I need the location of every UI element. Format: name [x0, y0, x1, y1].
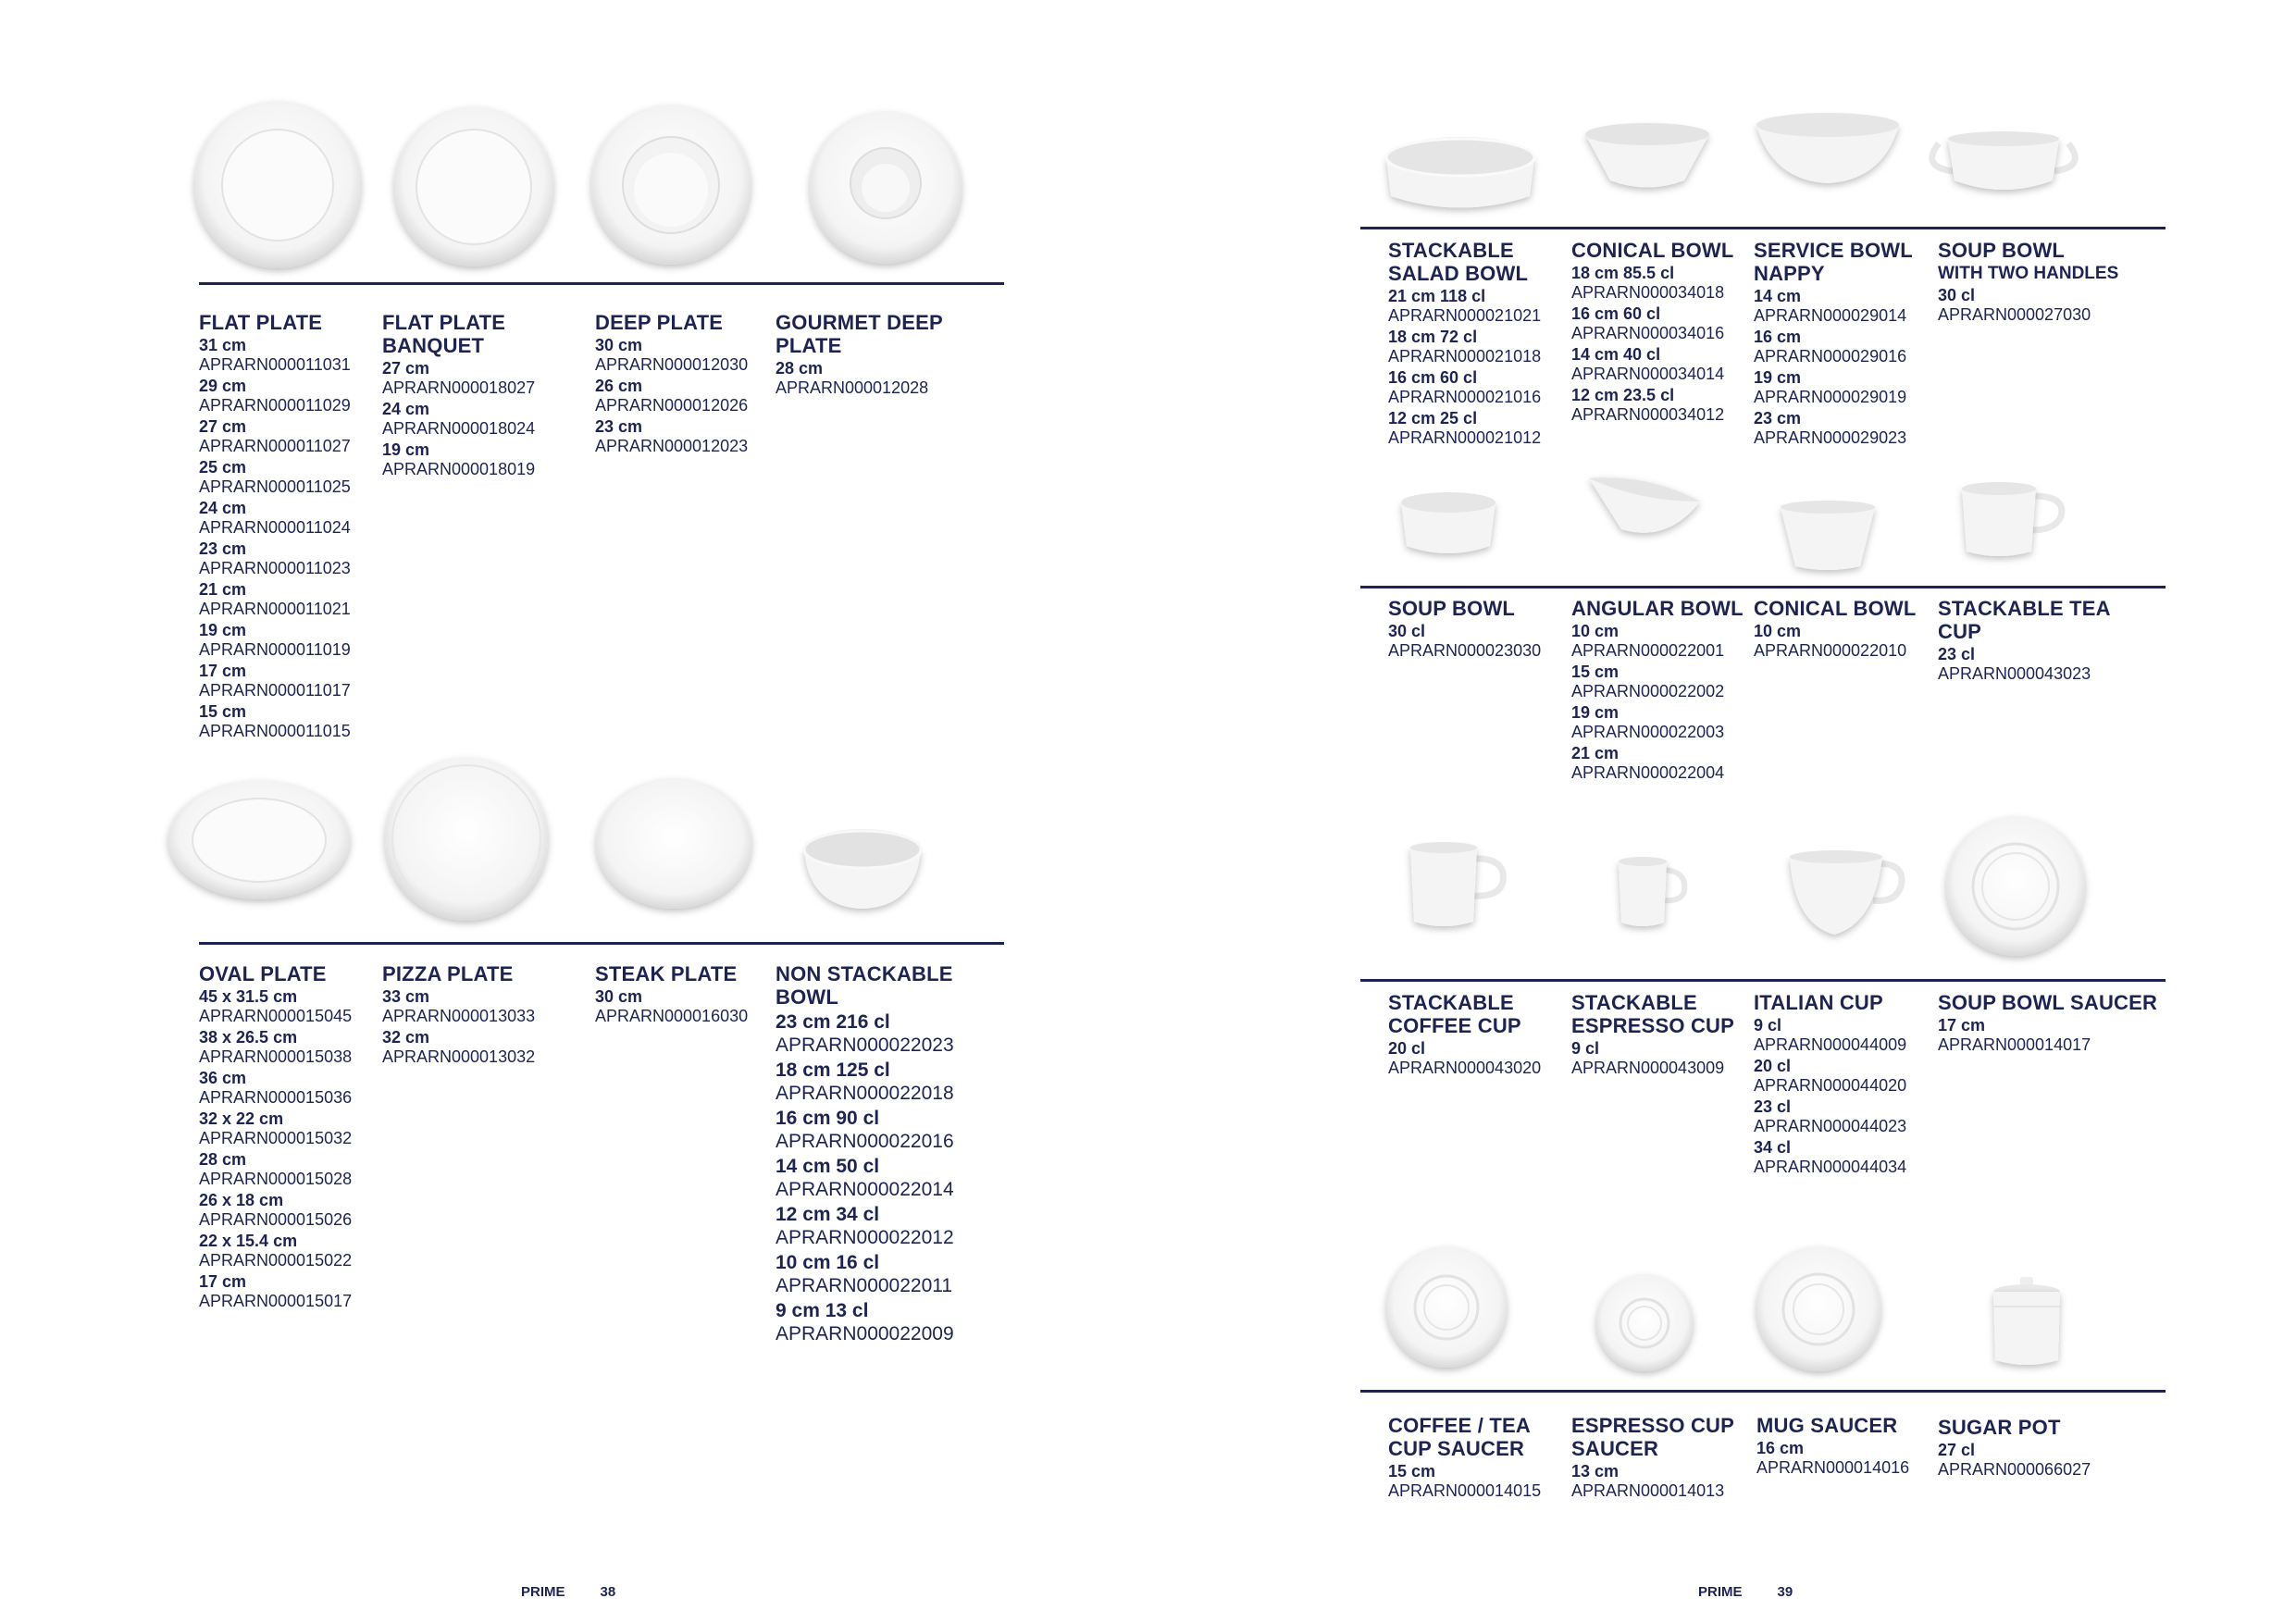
steak-plate-image: [594, 777, 761, 916]
variant-code: APRARN000022003: [1571, 723, 1725, 741]
variant-code: APRARN000016030: [595, 1007, 749, 1025]
product-variant: [776, 359, 961, 398]
variant-code: APRARN000066027: [1938, 1460, 2091, 1479]
product-variant: [199, 987, 379, 1026]
variant-code: APRARN000029016: [1754, 347, 1907, 365]
variant-size: 27 cm: [382, 359, 430, 378]
product-stackable-espresso-cup: [1571, 991, 1747, 1080]
variant-size: 14 cm 40 cl: [1571, 345, 1661, 364]
variant-size: 30 cm: [595, 336, 643, 354]
variant-code: APRARN000022002: [1571, 682, 1725, 700]
product-title: ITALIAN CUP: [1754, 991, 1883, 1014]
variant-size: 12 cm 25 cl: [1388, 409, 1478, 427]
product-soup-bowl-saucer: [1938, 991, 2160, 1057]
product-conical-bowl-small: [1754, 597, 1930, 663]
product-variant: [1388, 409, 1564, 448]
product-stackable-salad-bowl: [1388, 239, 1564, 450]
product-title: PIZZA PLATE: [382, 962, 514, 985]
variant-size: 26 x 18 cm: [199, 1191, 284, 1209]
product-oval-plate: [199, 962, 379, 1313]
variant-code: APRARN000011024: [199, 518, 351, 537]
product-variant: [1388, 622, 1564, 661]
product-title: STEAK PLATE: [595, 962, 738, 985]
product-variant: [1938, 1441, 2114, 1480]
variant-size: 14 cm: [1754, 287, 1802, 305]
variant-size: 18 cm 85.5 cl: [1571, 264, 1675, 282]
variant-size: 31 cm: [199, 336, 247, 354]
product-variant: [776, 1251, 988, 1297]
product-variant: [1571, 264, 1747, 303]
non-stackable-bowl-image: [798, 824, 927, 916]
product-flat-plate-banquet: [382, 311, 595, 481]
variant-code: APRARN000015045: [199, 1007, 353, 1025]
product-variant: [1754, 1097, 1930, 1136]
product-title: FLAT PLATE: [199, 311, 323, 334]
product-title: SOUP BOWL: [1938, 239, 2066, 262]
variant-code: APRARN000021021: [1388, 306, 1542, 325]
variant-code: APRARN000034016: [1571, 324, 1725, 342]
variant-code: APRARN000043023: [1938, 664, 2091, 683]
variant-code: APRARN000029023: [1754, 428, 1907, 447]
variant-size: 30 cl: [1938, 286, 1976, 304]
product-variant: [1571, 663, 1747, 701]
product-italian-cup: [1754, 991, 1930, 1179]
variant-code: APRARN000034018: [1571, 283, 1725, 302]
product-variant: [1571, 622, 1747, 661]
product-deep-plate: [595, 311, 766, 458]
variant-size: 19 cm: [382, 440, 430, 459]
variant-size: 17 cm: [1938, 1016, 1986, 1035]
soup-bowl-two-handles-image: [1934, 130, 2082, 204]
section-rule: [1360, 1390, 2166, 1393]
flat-plate-banquet-image: [391, 104, 566, 279]
product-title: SOUP BOWL SAUCER: [1938, 991, 2158, 1014]
product-variant: [776, 1299, 988, 1345]
variant-code: APRARN000022001: [1571, 641, 1725, 660]
product-variant: [1571, 345, 1747, 384]
product-variant: [1754, 368, 1930, 407]
section-rule: [1360, 227, 2166, 229]
oval-plate-image: [167, 777, 356, 907]
variant-code: APRARN000015038: [199, 1047, 353, 1066]
variant-code: APRARN000012023: [595, 437, 749, 455]
product-title: FLAT PLATE BANQUET: [382, 311, 506, 357]
variant-code: APRARN000013033: [382, 1007, 536, 1025]
page-number: 38: [600, 1584, 616, 1600]
product-variant: [199, 336, 379, 375]
product-variant: [595, 336, 766, 375]
variant-size: 10 cm 16 cl: [776, 1252, 880, 1273]
variant-size: 17 cm: [199, 662, 247, 680]
variant-size: 15 cm: [1388, 1462, 1436, 1481]
product-variant: [1571, 703, 1747, 742]
footer-brand: PRIME: [521, 1584, 565, 1600]
product-variant: [199, 1028, 379, 1067]
product-variant: [1571, 386, 1747, 425]
footer-left: [521, 1584, 615, 1600]
product-variant: [595, 377, 766, 415]
variant-size: 23 cm 216 cl: [776, 1011, 890, 1033]
product-subtitle: WITH TWO HANDLES: [1938, 264, 2119, 283]
variant-size: 24 cm: [382, 400, 430, 418]
variant-code: APRARN000022009: [776, 1323, 954, 1344]
product-variant: [199, 377, 379, 415]
variant-code: APRARN000018024: [382, 419, 536, 438]
variant-code: APRARN000011025: [199, 477, 351, 496]
variant-size: 10 cm: [1754, 622, 1802, 640]
variant-size: 16 cm 60 cl: [1571, 304, 1661, 323]
variant-size: 21 cm: [1571, 744, 1620, 762]
variant-code: APRARN000011015: [199, 722, 351, 740]
section-rule: [1360, 979, 2166, 982]
variant-code: APRARN000015036: [199, 1088, 353, 1107]
deep-plate-image: [588, 102, 763, 278]
product-variant: [382, 359, 595, 398]
product-variant: [382, 987, 567, 1026]
pizza-plate-image: [381, 754, 557, 930]
product-variant: [382, 400, 595, 439]
variant-code: APRARN000015017: [199, 1292, 353, 1310]
variant-size: 23 cm: [595, 417, 643, 436]
variant-size: 9 cm 13 cl: [776, 1300, 869, 1321]
variant-size: 17 cm: [199, 1272, 247, 1291]
product-variant: [199, 1272, 379, 1311]
mug-saucer-image: [1754, 1245, 1888, 1379]
variant-size: 23 cl: [1754, 1097, 1792, 1116]
variant-size: 27 cl: [1938, 1441, 1976, 1459]
variant-code: APRARN000043020: [1388, 1059, 1542, 1077]
variant-code: APRARN000015028: [199, 1170, 353, 1188]
variant-code: APRARN000014013: [1571, 1481, 1725, 1500]
variant-code: APRARN000044020: [1754, 1076, 1907, 1095]
footer-brand: PRIME: [1698, 1584, 1743, 1600]
product-variant: [1754, 622, 1930, 661]
product-soup-bowl-two-handles: [1938, 239, 2160, 327]
variant-code: APRARN000012026: [595, 396, 749, 415]
variant-code: APRARN000034014: [1571, 365, 1725, 383]
product-variant: [1754, 1016, 1930, 1055]
section-rule: [199, 282, 1004, 285]
variant-size: 29 cm: [199, 377, 247, 395]
product-variant: [199, 1109, 379, 1148]
product-variant: [1754, 1138, 1930, 1177]
variant-code: APRARN000021018: [1388, 347, 1542, 365]
variant-size: 13 cm: [1571, 1462, 1620, 1481]
product-title: SUGAR POT: [1938, 1416, 2061, 1439]
variant-size: 33 cm: [382, 987, 430, 1006]
product-variant: [776, 1203, 988, 1249]
product-variant: [776, 1059, 988, 1105]
variant-size: 12 cm 23.5 cl: [1571, 386, 1675, 404]
product-variant: [1388, 328, 1564, 366]
italian-cup-image: [1786, 849, 1906, 942]
variant-code: APRARN000011029: [199, 396, 351, 415]
product-variant: [199, 1191, 379, 1230]
variant-size: 26 cm: [595, 377, 643, 395]
variant-code: APRARN000022018: [776, 1083, 954, 1104]
product-variant: [199, 662, 379, 700]
variant-code: APRARN000011027: [199, 437, 351, 455]
variant-code: APRARN000012028: [776, 378, 929, 397]
variant-code: APRARN000022011: [776, 1275, 953, 1296]
product-variant: [199, 417, 379, 456]
variant-size: 16 cm 60 cl: [1388, 368, 1478, 387]
variant-code: APRARN000021016: [1388, 388, 1542, 406]
variant-code: APRARN000012030: [595, 355, 749, 374]
variant-size: 19 cm: [1754, 368, 1802, 387]
variant-code: APRARN000022012: [776, 1227, 954, 1248]
variant-size: 28 cm: [776, 359, 824, 378]
product-title: SOUP BOWL: [1388, 597, 1516, 620]
product-service-bowl-nappy: [1754, 239, 1930, 450]
product-variant: [1938, 1016, 2160, 1055]
variant-size: 9 cl: [1754, 1016, 1782, 1035]
variant-code: APRARN000034012: [1571, 405, 1725, 424]
soup-bowl-saucer-image: [1943, 814, 2091, 962]
product-title: OVAL PLATE: [199, 962, 327, 985]
variant-size: 21 cm 118 cl: [1388, 287, 1486, 305]
variant-code: APRARN000018027: [382, 378, 536, 397]
variant-code: APRARN000023030: [1388, 641, 1542, 660]
product-variant: [199, 702, 379, 741]
variant-size: 19 cm: [1571, 703, 1620, 722]
page-number: 39: [1777, 1584, 1793, 1600]
product-variant: [199, 1232, 379, 1270]
product-soup-bowl: [1388, 597, 1564, 663]
variant-code: APRARN000029019: [1754, 388, 1907, 406]
variant-size: 30 cl: [1388, 622, 1426, 640]
product-variant: [1938, 286, 2160, 325]
variant-size: 19 cm: [199, 621, 247, 639]
variant-size: 32 cm: [382, 1028, 430, 1047]
product-pizza-plate: [382, 962, 567, 1069]
variant-code: APRARN000044009: [1754, 1035, 1907, 1054]
variant-size: 20 cl: [1754, 1057, 1792, 1075]
variant-code: APRARN000022010: [1754, 641, 1907, 660]
product-variant: [1571, 304, 1747, 343]
variant-size: 20 cl: [1388, 1039, 1426, 1058]
product-variant: [382, 1028, 567, 1067]
variant-code: APRARN000011023: [199, 559, 351, 577]
variant-code: APRARN000018019: [382, 460, 536, 478]
espresso-cup-saucer-image: [1594, 1272, 1700, 1379]
variant-code: APRARN000015026: [199, 1210, 353, 1229]
product-variant: [1754, 409, 1930, 448]
stackable-coffee-cup-image: [1407, 840, 1518, 933]
product-angular-bowl: [1571, 597, 1747, 785]
product-variant: [776, 1107, 988, 1153]
variant-code: APRARN000011019: [199, 640, 351, 659]
variant-code: APRARN000011021: [199, 600, 351, 618]
product-title: STACKABLE COFFEE CUP: [1388, 991, 1521, 1037]
product-sugar-pot: [1938, 1416, 2114, 1481]
product-variant: [1754, 287, 1930, 326]
stackable-salad-bowl-image: [1384, 131, 1541, 219]
product-variant: [199, 499, 379, 538]
product-variant: [1756, 1439, 1932, 1478]
variant-code: APRARN000029014: [1754, 306, 1907, 325]
product-title: SERVICE BOWL NAPPY: [1754, 239, 1913, 285]
product-stackable-coffee-cup: [1388, 991, 1564, 1080]
variant-size: 16 cm 90 cl: [776, 1108, 880, 1129]
product-variant: [1571, 744, 1747, 783]
angular-bowl-image: [1584, 474, 1705, 548]
product-title: STACKABLE SALAD BOWL: [1388, 239, 1529, 285]
product-variant: [199, 1150, 379, 1189]
variant-code: APRARN000015022: [199, 1251, 353, 1270]
product-non-stackable-bowl: [776, 962, 988, 1347]
variant-size: 23 cm: [1754, 409, 1802, 427]
variant-code: APRARN000027030: [1938, 305, 2091, 324]
variant-code: APRARN000043009: [1571, 1059, 1725, 1077]
variant-code: APRARN000044023: [1754, 1117, 1907, 1135]
variant-code: APRARN000022014: [776, 1179, 954, 1200]
product-coffee-tea-cup-saucer: [1388, 1414, 1569, 1503]
variant-code: APRARN000014015: [1388, 1481, 1542, 1500]
conical-bowl-small-image: [1777, 500, 1879, 574]
variant-size: 12 cm 34 cl: [776, 1204, 880, 1225]
variant-size: 9 cl: [1571, 1039, 1600, 1058]
product-variant: [1754, 1057, 1930, 1096]
product-variant: [1388, 1039, 1564, 1078]
product-title: MUG SAUCER: [1756, 1414, 1898, 1437]
product-variant: [1754, 328, 1930, 366]
stackable-tea-cup-image: [1957, 479, 2068, 563]
product-title: NON STACKABLE BOWL: [776, 962, 953, 1009]
variant-size: 28 cm: [199, 1150, 247, 1169]
variant-code: APRARN000022023: [776, 1035, 954, 1056]
product-espresso-cup-saucer: [1571, 1414, 1747, 1503]
flat-plate-image: [190, 97, 375, 282]
product-variant: [1571, 1039, 1747, 1078]
variant-size: 18 cm 72 cl: [1388, 328, 1478, 346]
sugar-pot-image: [1980, 1275, 2073, 1372]
variant-size: 25 cm: [199, 458, 247, 477]
variant-size: 15 cm: [199, 702, 247, 721]
footer-right: [1698, 1584, 1793, 1600]
variant-code: APRARN000021012: [1388, 428, 1542, 447]
variant-code: APRARN000022004: [1571, 763, 1725, 782]
variant-size: 30 cm: [595, 987, 643, 1006]
variant-size: 14 cm 50 cl: [776, 1156, 880, 1177]
variant-code: APRARN000014016: [1756, 1458, 1910, 1477]
product-title: CONICAL BOWL: [1754, 597, 1917, 620]
variant-code: APRARN000014017: [1938, 1035, 2091, 1054]
variant-size: 15 cm: [1571, 663, 1620, 681]
product-variant: [199, 621, 379, 660]
variant-size: 22 x 15.4 cm: [199, 1232, 298, 1250]
product-variant: [1938, 645, 2123, 684]
variant-code: APRARN000013032: [382, 1047, 536, 1066]
variant-size: 34 cl: [1754, 1138, 1792, 1157]
product-mug-saucer: [1756, 1414, 1932, 1480]
variant-size: 16 cm: [1754, 328, 1802, 346]
product-variant: [199, 1069, 379, 1108]
product-title: GOURMET DEEP PLATE: [776, 311, 943, 357]
product-gourmet-deep-plate: [776, 311, 961, 400]
coffee-tea-cup-saucer-image: [1384, 1245, 1513, 1374]
product-title: DEEP PLATE: [595, 311, 724, 334]
variant-code: APRARN000011031: [199, 355, 351, 374]
product-variant: [595, 987, 766, 1026]
product-variant: [1388, 287, 1564, 326]
variant-size: 36 cm: [199, 1069, 247, 1087]
product-variant: [199, 539, 379, 578]
variant-size: 38 x 26.5 cm: [199, 1028, 298, 1047]
soup-bowl-image: [1397, 489, 1499, 563]
product-title: STACKABLE TEA CUP: [1938, 597, 2110, 643]
variant-size: 16 cm: [1756, 1439, 1805, 1457]
variant-code: APRARN000044034: [1754, 1158, 1907, 1176]
variant-size: 21 cm: [199, 580, 247, 599]
product-title: COFFEE / TEA CUP SAUCER: [1388, 1414, 1531, 1460]
product-title: ANGULAR BOWL: [1571, 597, 1744, 620]
product-conical-bowl: [1571, 239, 1747, 427]
product-title: STACKABLE ESPRESSO CUP: [1571, 991, 1735, 1037]
variant-size: 23 cl: [1938, 645, 1976, 663]
product-title: CONICAL BOWL: [1571, 239, 1734, 262]
product-flat-plate: [199, 311, 379, 743]
variant-size: 32 x 22 cm: [199, 1109, 284, 1128]
variant-code: APRARN000011017: [199, 681, 351, 700]
product-stackable-tea-cup: [1938, 597, 2123, 686]
gourmet-deep-plate-image: [807, 109, 974, 276]
conical-bowl-image: [1582, 120, 1712, 194]
product-variant: [382, 440, 595, 479]
variant-size: 18 cm 125 cl: [776, 1059, 890, 1081]
variant-size: 23 cm: [199, 539, 247, 558]
product-title: ESPRESSO CUP SAUCER: [1571, 1414, 1734, 1460]
stackable-espresso-cup-image: [1615, 856, 1698, 935]
variant-code: APRARN000015032: [199, 1129, 353, 1147]
product-variant: [776, 1155, 988, 1201]
product-variant: [595, 417, 766, 456]
product-variant: [1571, 1462, 1747, 1501]
variant-size: 45 x 31.5 cm: [199, 987, 298, 1006]
service-bowl-nappy-image: [1754, 111, 1902, 190]
product-variant: [199, 580, 379, 619]
variant-size: 10 cm: [1571, 622, 1620, 640]
product-variant: [1388, 368, 1564, 407]
section-rule: [1360, 586, 2166, 588]
product-variant: [776, 1010, 988, 1057]
section-rule: [199, 942, 1004, 945]
variant-size: 24 cm: [199, 499, 247, 517]
product-variant: [1388, 1462, 1569, 1501]
product-variant: [199, 458, 379, 497]
variant-size: 27 cm: [199, 417, 247, 436]
product-steak-plate: [595, 962, 766, 1028]
variant-code: APRARN000022016: [776, 1131, 954, 1152]
